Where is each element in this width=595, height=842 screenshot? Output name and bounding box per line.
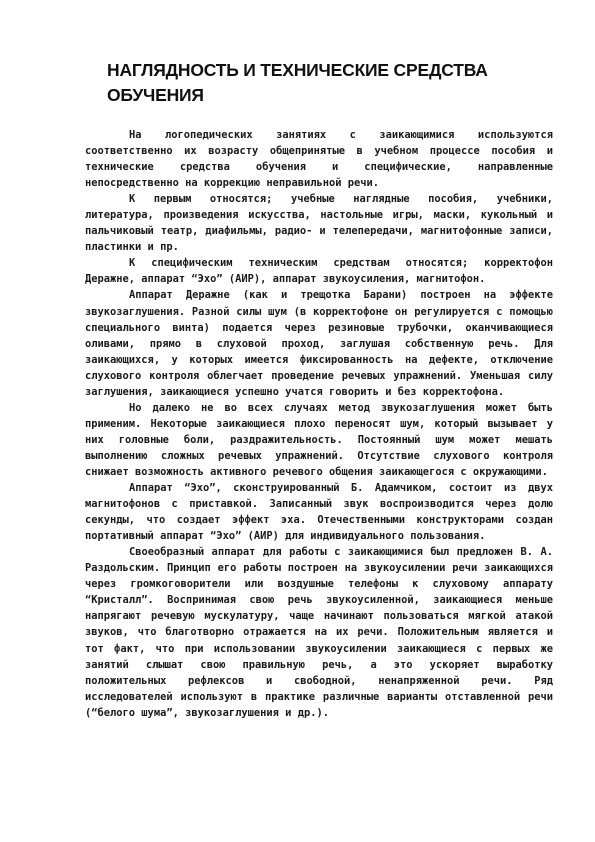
paragraph: Аппарат Деражне (как и трещотка Барани) построен на эффекте звукозаглушения. Разной силы шум (в корректофоне он регулируется с помощью специального винта) подается через резиновые трубочки, оканчивающиеся оливами, прямо в слуховой проход, заглушая собственную речь. Для заикающихся, у которых имеется фиксированность на дефекте, отключение слухового контроля облегчает проведение речевых упражнений. Уменьшая силу заглушения, заикающиеся успешно учатся говорить и без корректофона. <box>85 289 553 398</box>
paragraph: На логопедических занятиях с заикающимися используются соответственно их возрасту общепринятые в учебном процессе пособия и технические средства обучения и специфические, направленные непосредственно на коррекцию неправильной речи. <box>85 129 553 190</box>
paragraph: Но далеко не во всех случаях метод звукозаглушения может быть применим. Некоторые заикающиеся плохо переносят шум, который вызывает у них головные боли, раздражительность. Постоянный шум может мешать выполнению сложных речевых упражнений. Отсутствие слухового контроля снижает возможность активного речевого общения заикающегося с окружающими. <box>85 401 553 478</box>
paragraph: Своеобразный аппарат для работы с заикающимися был предложен В. А. Раздольским. Принцип его работы построен на звукоусилении речи заикающихся через громкоговорители или воздушные телефоны к слуховому аппарату “Кристалл”. Воспринимая свою речь звукоусиленной, заикающиеся меньше напрягают речевую мускулатуру, чаще начинают пользоваться мягкой атакой звуков, что благотворно отражается на их речи. Положительным является и тот факт, что при использовании звукоусилении заикающиеся с первых же занятий слышат свою правильную речь, а это ускоряет выработку положительных рефлексов и свободной, ненапряженной речи. Ряд исследователей используют в практике различные варианты отставленной речи (“белого шума”, звукозаглушения и др.). <box>85 546 553 719</box>
document-body <box>85 127 553 721</box>
page-title: НАГЛЯДНОСТЬ И ТЕХНИЧЕСКИЕ СРЕДСТВА ОБУЧЕНИЯ <box>107 60 488 105</box>
paragraph: К первым относятся; учебные наглядные пособия, учебники, литература, произведения искусства, настольные игры, маски, кукольный и пальчиковый театр, диафильмы, радио- и телепередачи, магнитофонные записи, пластинки и пр. <box>85 193 553 254</box>
paragraph: Аппарат “Эхо”, сконструированный Б. Адамчиком, состоит из двух магнитофонов с приставкой. Записанный звук воспроизводится через долю секунды, что создает эффект эха. Отечественными конструкторами создан портативный аппарат “Эхо” (АИР) для индивидуального пользования. <box>85 482 553 543</box>
paragraph: К специфическим техническим средствам относятся; корректофон Деражне, аппарат “Эхо” (АИР), аппарат звукоусиления, магнитофон. <box>85 257 553 286</box>
